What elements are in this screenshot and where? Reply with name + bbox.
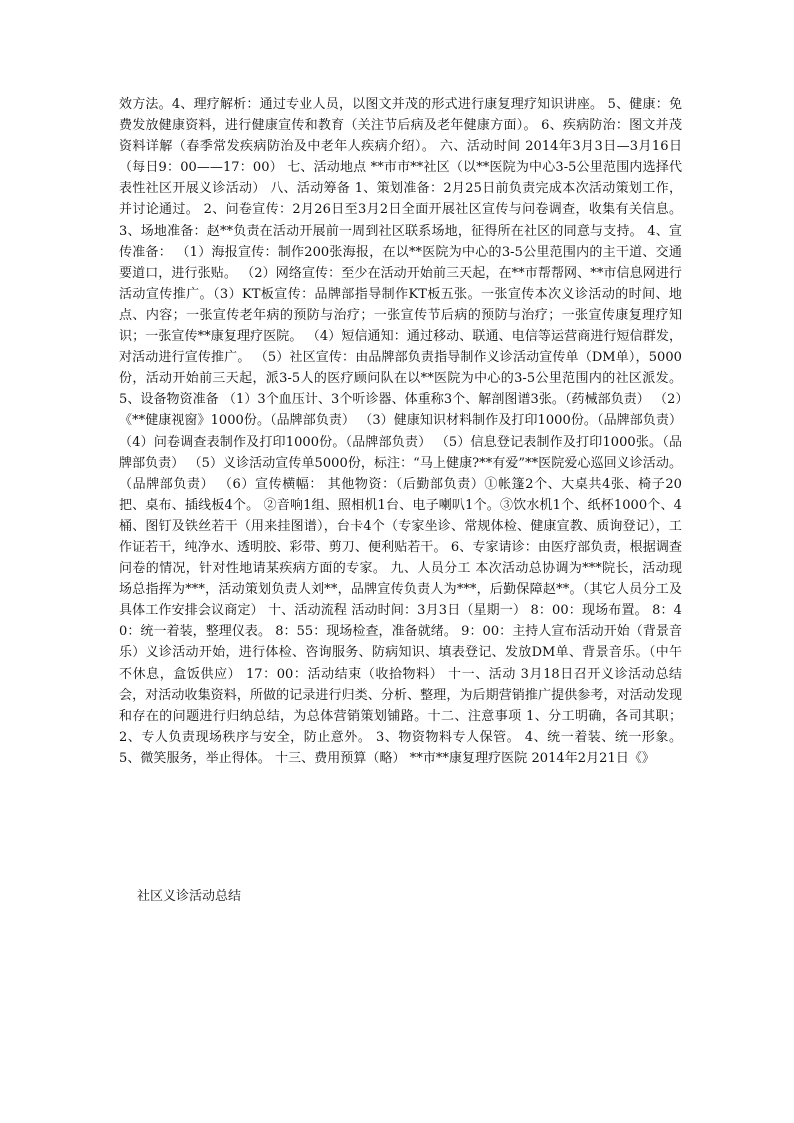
document-body-text: 效方法。4、理疗解析：通过专业人员，以图文并茂的形式进行康复理疗知识讲座。 5、健康：免费发放健康资料，进行健康宣传和教育（关注节后病及老年健康方面）。 6、疾病防治：图文并茂资料详解（春季常发疾病防治及中老年人疾病介绍）。 六、活动时间 2014年3月3日—3月16日（每日9：00——17：00） 七、活动地点 **市市**社区（以**医院为中心3-5公里范围内选择代表性社区开展义诊活动） 八、活动筹备 1、策划准备：2月25日前负责完成本次活动策划工作，并讨论通过。 2、问卷宣传：2月26日至3月2日全面开展社区宣传与问卷调查，收集有关信息。 3、场地准备：赵**负责在活动开展前一周到社区联系场地，征得所在社区的同意与支持。 4、宣传准备： （1）海报宣传：制作200张海报，在以**医院为中心的3-5公里范围内的主干道、交通要道口，进行张贴。 （2）网络宣传：至少在活动开始前三天起，在**市帮帮网、**市信息网进行活动宣传推广。（3）KT板宣传：品牌部指导制作KT板五张。一张宣传本次义诊活动的时间、地点、内容；一张宣传老年病的预防与治疗；一张宣传节后病的预防与治疗；一张宣传康复理疗知识；一张宣传**康复理疗医院。 （4）短信通知：通过移动、联通、电信等运营商进行短信群发，对活动进行宣传推广。 （5）社区宣传：由品牌部负责指导制作义诊活动宣传单（DM单），5000份，活动开始前三天起，派3-5人的医疗顾问队在以**医院为中心的3-5公里范围内的社区派发。 5、设备物资准备 （1）3个血压计、3个听诊器、体重称3个、解剖图谱3张。（药械部负责） （2）《**健康视窗》1000份。（品牌部负责） （3）健康知识材料制作及打印1000份。（品牌部负责） （4）问卷调查表制作及打印1000份。（品牌部负责） （5）信息登记表制作及打印1000张。（品牌部负责） （5）义诊活动宣传单5000份，标注：“马上健康?**有爱”**医院爱心巡回义诊活动。（品牌部负责） （6）宣传横幅： 其他物资：（后勤部负责）①帐篷2个、大桌共4张、椅子20把、桌布、插线板4个。 ②音响1组、照相机1台、电子喇叭1个。③饮水机1个、纸杯1000个、4桶、图钉及铁丝若干（用来挂图谱），台卡4个（专家坐诊、常规体检、健康宣教、质询登记），工作证若干，纯净水、透明胶、彩带、剪刀、便利贴若干。 6、专家请诊：由医疗部负责，根据调查问卷的情况，针对性地请某疾病方面的专家。 九、人员分工 本次活动总协调为***院长，活动现场总指挥为***，活动策划负责人刘**，品牌宣传负责人为***，后勤保障赵**。（其它人员分工及具体工作安排会议商定） 十、活动流程 活动时间：3月3日（星期一） 8：00：现场布置。 8：40：统一着装，整理仪表。 8：55：现场检查，准备就绪。 9：00：主持人宣布活动开始（背景音乐）义诊活动开始，进行体检、咨询服务、防病知识、填表登记、发放DM单、背景音乐。（中午不休息，盒饭供应） 17：00：活动结束（收拾物料） 十一、活动 3月18日召开义诊活动总结会，对活动收集资料，所做的记录进行归类、分析、整理，为后期营销推广提供参考，对活动发现和存在的问题进行归纳总结，为总体营销策划铺路。十二、注意事项 1、分工明确，各司其职； 2、专人负责现场秩序与安全，防止意外。 3、物资物料专人保管。 4、统一着装、统一形象。 5、微笑服务，举止得体。 十三、费用预算（略） **市**康复理疗医院 2014年2月21日《》 bbox=[119, 97, 682, 766]
section-heading: 社区义诊活动总结 bbox=[137, 889, 242, 904]
